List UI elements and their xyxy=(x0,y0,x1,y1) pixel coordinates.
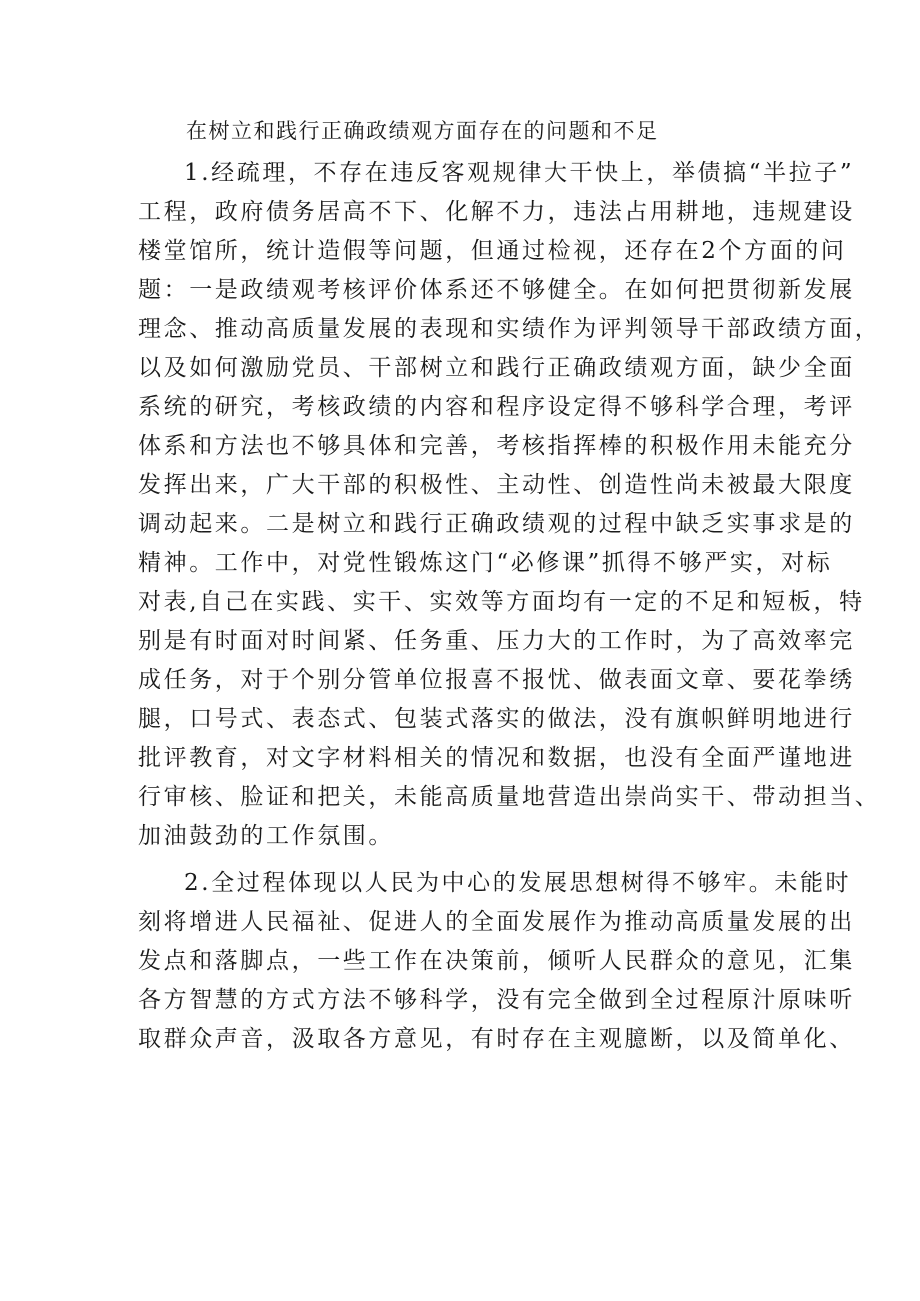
document-title: 在树立和践行正确政绩观方面存在的问题和不足 xyxy=(186,119,659,143)
paragraph-line: 1.经疏理，不存在违反客观规律大干快上，举债搞“半拉子” xyxy=(184,160,855,186)
paragraph-line: 工程，政府债务居高不下、化解不力，违法占用耕地，违规建设 xyxy=(138,199,855,225)
paragraph-line: 取群众声音，汲取各方意见，有时存在主观臆断，以及简单化、 xyxy=(138,1026,855,1052)
paragraph-line: 对表,自己在实践、实干、实效等方面均有一定的不足和短板，特 xyxy=(138,589,865,615)
document-body xyxy=(138,154,881,1059)
paragraph-line: 各方智慧的方式方法不够科学，没有完全做到全过程原汁原味听 xyxy=(138,987,855,1013)
paragraph-line: 精神。工作中，对党性锻炼这门“必修课”抓得不够严实，对标 xyxy=(138,550,833,576)
paragraph-line: 理念、推动高质量发展的表现和实绩作为评判领导干部政绩方面， xyxy=(138,316,881,342)
paragraph-gap xyxy=(138,856,828,864)
paragraph-line: 体系和方法也不够具体和完善，考核指挥棒的积极作用未能充分 xyxy=(138,433,855,459)
paragraph-line: 发点和落脚点，一些工作在决策前，倾听人民群众的意见，汇集 xyxy=(138,948,855,974)
paragraph-line: 刻将增进人民福祉、促进人的全面发展作为推动高质量发展的出 xyxy=(138,909,855,935)
paragraph-line: 成任务，对于个别分管单位报喜不报忧、做表面文章、要花拳绣 xyxy=(138,667,855,693)
paragraph-line: 批评教育，对文字材料相关的情况和数据，也没有全面严谨地进 xyxy=(138,745,855,771)
paragraph-line: 调动起来。二是树立和践行正确政绩观的过程中缺乏实事求是的 xyxy=(138,511,855,537)
paragraph-line: 楼堂馆所，统计造假等问题，但通过检视，还存在2个方面的问 xyxy=(138,238,847,264)
paragraph-line: 2.全过程体现以人民为中心的发展思想树得不够牢。未能时 xyxy=(184,870,852,896)
paragraph-line: 别是有时面对时间紧、任务重、压力大的工作时，为了高效率完 xyxy=(138,628,855,654)
paragraph-line: 发挥出来，广大干部的积极性、主动性、创造性尚未被最大限度 xyxy=(138,472,855,498)
paragraph-line: 题：一是政绩观考核评价体系还不够健全。在如何把贯彻新发展 xyxy=(138,277,855,303)
paragraph-line: 腿，口号式、表态式、包装式落实的做法，没有旗帜鲜明地进行 xyxy=(138,706,855,732)
paragraph-line: 加油鼓劲的工作氛围。 xyxy=(138,823,394,849)
paragraph-line: 以及如何激励党员、干部树立和践行正确政绩观方面，缺少全面 xyxy=(138,355,855,381)
paragraph-line: 系统的研究，考核政绩的内容和程序设定得不够科学合理，考评 xyxy=(138,394,855,420)
paragraph-line: 行审核、脸证和把关，未能高质量地营造出崇尚实干、带动担当、 xyxy=(138,784,881,810)
